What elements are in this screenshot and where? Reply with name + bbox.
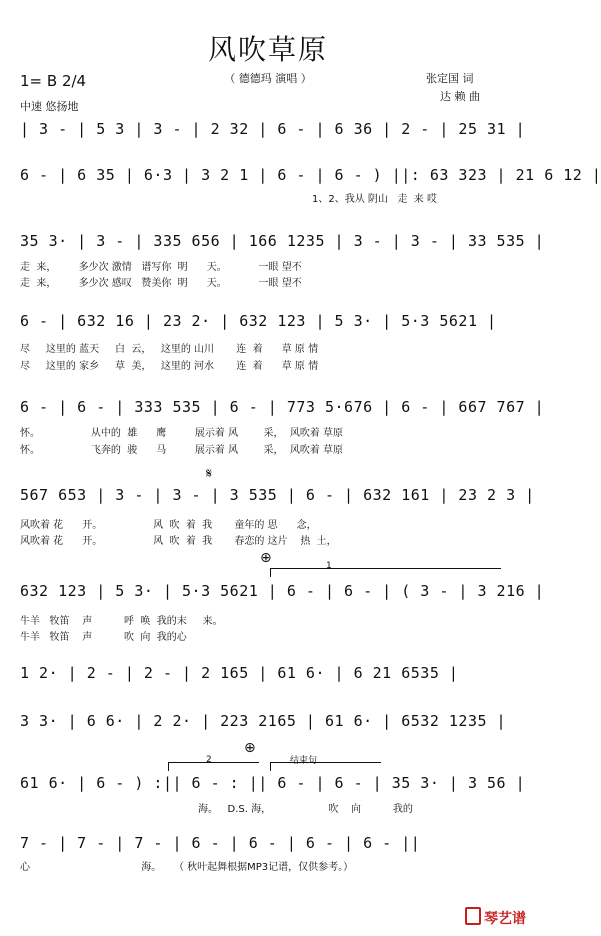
lyric-row-6: 怀。 从中的 雄 鹰 展示着 风 采， 风吹着 草原 (20, 428, 344, 439)
coda-sign-1: ⊕ (260, 550, 272, 566)
song-title: 风吹草原 (207, 33, 328, 66)
ending-label: 结束句 (290, 756, 318, 766)
lyricist-credit: 张定国 词 (426, 72, 474, 85)
logo-text: 琴艺谱 (484, 911, 526, 927)
lyric-row-5: 尽 这里的 家乡 草 美， 这里的 河水 连 着 草 原 情 (20, 361, 319, 372)
lyric-row-9: 风吹着 花 开。 风 吹 着 我 春恋的 这片 热 土， (20, 536, 337, 547)
composer-credit: 达 赖 曲 (440, 90, 480, 103)
score-row-10: 61 6· | 6 - ) :|| 6 - : || 6 - | 6 - | 35 3· | 3 56 | (20, 774, 526, 792)
volta-bracket-1 (270, 568, 501, 577)
key-signature: 1= B 2/4 (20, 72, 87, 90)
score-row-9: 3 3· | 6 6· | 2 2· | 223 2165 | 61 6· | 6532 1235 | (20, 712, 507, 730)
lyric-row-3: 走 来， 多少次 感叹 赞美你 明 天。 一眼 望不 (20, 278, 302, 289)
lyric-row-4: 尽 这里的 蓝天 白 云， 这里的 山川 连 着 草 原 情 (20, 344, 319, 355)
score-row-1: | 3 - | 5 3 | 3 - | 2 32 | 6 - | 6 36 | 2 - | 25 31 | (20, 120, 526, 138)
score-row-11: 7 - | 7 - | 7 - | 6 - | 6 - | 6 - | 6 - || (20, 834, 421, 852)
segno-sign: 𝄋 (206, 466, 213, 482)
score-row-7: 632 123 | 5 3· | 5·3 5621 | 6 - | 6 - | ( 3 - | 3 216 | (20, 582, 545, 600)
lyric-row-10: 牛羊 牧笛 声 呼 唤 我的末 来。 (20, 616, 223, 627)
score-row-6: 567 653 | 3 - | 3 - | 3 535 | 6 - | 632 161 | 23 2 3 | (20, 486, 535, 504)
lyric-row-8: 风吹着 花 开。 风 吹 着 我 童年的 思 念， (20, 520, 317, 531)
score-row-5: 6 - | 6 - | 333 535 | 6 - | 773 5·676 | 6 - | 667 767 | (20, 398, 545, 416)
coda-sign-2: ⊕ (244, 740, 256, 756)
ending-bracket (270, 762, 381, 771)
score-row-8: 1 2· | 2 - | 2 - | 2 165 | 61 6· | 6 21 6535 | (20, 664, 459, 682)
site-logo (465, 907, 526, 928)
volta-bracket-2 (168, 762, 259, 771)
logo-icon (465, 907, 481, 925)
performer-credit: （ 德德玛 演唱 ） (224, 72, 312, 85)
volta-label-2: 2 (206, 755, 212, 765)
lyric-row-11: 牛羊 牧笛 声 吹 向 我的心 (20, 632, 187, 643)
score-row-4: 6 - | 632 16 | 23 2· | 632 123 | 5 3· | 5·3 5621 | (20, 312, 497, 330)
score-row-3: 35 3· | 3 - | 335 656 | 166 1235 | 3 - | 3 - | 33 535 | (20, 232, 545, 250)
lyric-row-1: 1、2、我从 阴山 走 来 哎 (312, 194, 437, 205)
lyric-row-13: 心 海。 （ 秋叶起舞根据MP3记谱，仅供参考。） (20, 862, 354, 873)
score-row-2: 6 - | 6 35 | 6·3 | 3 2 1 | 6 - | 6 - ) ||: 63 323 | 21 6 12 | (20, 166, 601, 184)
tempo-marking: 中速 悠扬地 (20, 100, 79, 113)
volta-label-1: 1 (326, 561, 332, 571)
lyric-row-2: 走 来， 多少次 激情 谱写你 明 天。 一眼 望不 (20, 262, 302, 273)
lyric-row-12: 海。 D.S. 海， 吹 向 我的 (198, 804, 413, 815)
lyric-row-7: 怀。 飞奔的 骏 马 展示着 风 采， 风吹着 草原 (20, 445, 344, 456)
